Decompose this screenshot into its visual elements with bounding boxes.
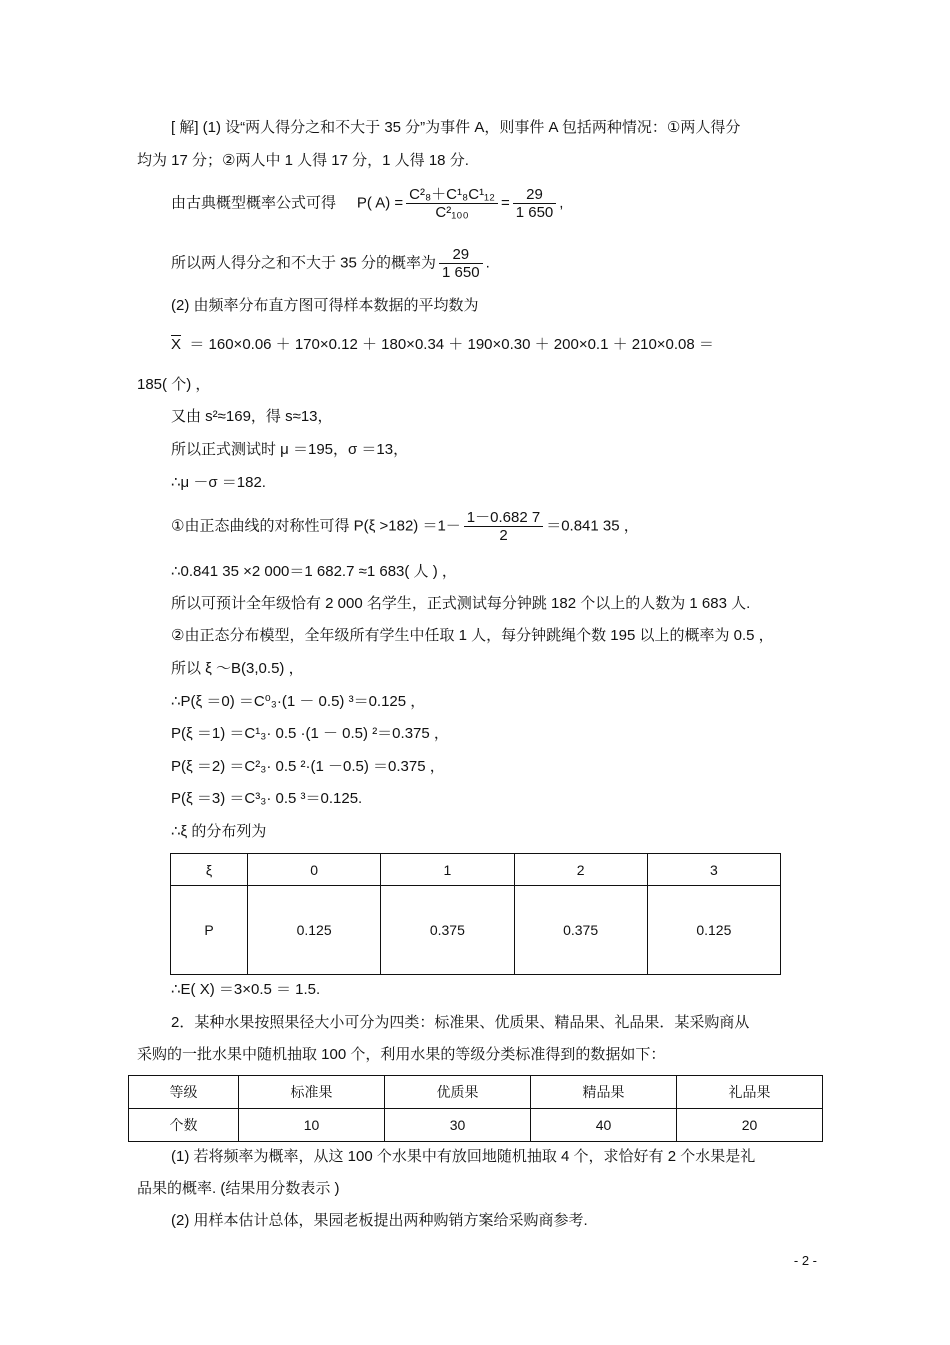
fraction-combination-den: C²₁₀₀ [435,204,469,221]
table-cell: 0.375 [514,886,647,975]
formula-pa-eq: = [500,194,510,212]
table-row [171,886,781,975]
distribution-table [170,853,781,975]
table-cell: 0.125 [248,886,381,975]
normal-symmetry-text: ①由正态曲线的对称性可得 P(ξ >182) ＝1－ [171,517,461,535]
table-row [171,854,781,886]
table-cell: 30 [385,1109,531,1142]
table-cell: 0 [248,854,381,886]
page-number: - 2 - [793,1253,817,1268]
table-cell: 0.125 [647,886,780,975]
fraction-probability-den: 1 650 [442,264,480,281]
table-cell: 优质果 [385,1076,531,1109]
table-cell: 标准果 [239,1076,385,1109]
table-row [129,1109,823,1142]
solution-line-16: ∴P(ξ ＝0) ＝C⁰₃·(1 － 0.5) ³＝0.125 ， [171,693,426,710]
fraction-result-num: 29 [513,186,557,204]
table-cell: 10 [239,1109,385,1142]
problem-2-part-2: (2) 用样本估计总体，果园老板提出两种购销方案给采购商参考. [171,1212,588,1229]
problem-2-line-1: 2．某种水果按照果径大小可分为四类：标准果、优质果、精品果、礼品果．某采购商从 [171,1014,750,1031]
probability-result-end: . [485,254,490,272]
problem-2-part-1-cont: 品果的概率. (结果用分数表示 ) [137,1180,340,1197]
fraction-normal-num: 1－0.682 7 [464,509,543,527]
solution-line-19: P(ξ ＝3) ＝C³₃· 0.5 ³＝0.125. [171,790,363,807]
solution-line-10: ∴μ －σ ＝182. [171,474,266,491]
solution-line-18: P(ξ ＝2) ＝C²₃· 0.5 ²·(1 －0.5) ＝0.375 ， [171,758,445,775]
formula-pa [171,186,563,221]
table-cell: 1 [381,854,514,886]
fraction-probability-num: 29 [439,246,483,264]
fraction-combination-num: C²₈＋C¹₈C¹₁₂ [406,186,498,204]
solution-line-13: 所以可预计全年级恰有 2 000 名学生，正式测试每分钟跳 182 个以上的人数为 1 683 人. [171,595,751,612]
table-cell: ξ [171,854,248,886]
solution-line-17: P(ξ ＝1) ＝C¹₃· 0.5 ·(1 － 0.5) ²＝0.375 ， [171,725,449,742]
problem-2-part-1: (1) 若将频率为概率，从这 100 个水果中有放回地随机抽取 4 个，求恰好有 2 个水果是礼 [171,1148,756,1165]
probability-result [171,246,490,281]
mean-symbol: $\overline{X}$ [171,336,182,353]
table-cell: 40 [531,1109,677,1142]
table-cell: 个数 [129,1109,239,1142]
solution-line-15: 所以 ξ ～B(3,0.5) ， [171,660,304,677]
solution-line-8: 又由 s²≈169，得 s≈13， [171,408,333,425]
fraction-probability [439,246,483,281]
table-cell: 20 [677,1109,823,1142]
solution-line-9: 所以正式测试时 μ ＝195，σ ＝13， [171,441,409,458]
table-row [129,1076,823,1109]
fraction-result-den: 1 650 [515,204,554,221]
table-cell: 精品果 [531,1076,677,1109]
normal-symmetry-end: ＝0.841 35 ， [546,517,639,535]
solution-line-5: (2) 由频率分布直方图可得样本数据的平均数为 [171,297,479,314]
table-cell: 礼品果 [677,1076,823,1109]
solution-line-20: ∴ξ 的分布列为 [171,823,267,840]
solution-line-7: 185( 个) ， [137,376,211,393]
formula-pa-lhs: P( A) = [356,194,404,212]
solution-line-2: 均为 17 分；②两人中 1 人得 17 分，1 人得 18 分. [137,152,469,169]
solution-line-14: ②由正态分布模型，全年级所有学生中任取 1 人，每分钟跳绳个数 195 以上的概率为 0.5 ， [171,627,774,644]
table-cell: 0.375 [381,886,514,975]
solution-line-21: ∴E( X) ＝3×0.5 ＝ 1.5. [171,981,321,998]
table-cell: 等级 [129,1076,239,1109]
probability-result-text: 所以两人得分之和不大于 35 分的概率为 [171,254,437,272]
fraction-combination [406,186,498,221]
table-cell: 2 [514,854,647,886]
fraction-result [513,186,557,221]
mean-formula [171,336,714,354]
formula-pa-end: , [559,194,564,212]
solution-line-1: [ 解] (1) 设“两人得分之和不大于 35 分”为事件 A，则事件 A 包括两种情况：①两人得分 [171,119,741,136]
solution-line-12: ∴0.841 35 ×2 000＝1 682.7 ≈1 683( 人 ) ， [171,563,457,580]
fraction-normal [464,509,543,544]
table-cell: P [171,886,248,975]
fruit-table [128,1075,823,1142]
normal-symmetry [171,509,639,544]
fraction-normal-den: 2 [499,527,508,544]
formula-pa-text: 由古典概型概率公式可得 [171,194,337,212]
table-cell: 3 [647,854,780,886]
mean-expression: ＝ 160×0.06 ＋ 170×0.12 ＋ 180×0.34 ＋ 190×0.30 ＋ 200×0.1 ＋ 210×0.08 ＝ [189,336,714,353]
problem-2-line-2: 采购的一批水果中随机抽取 100 个，利用水果的等级分类标准得到的数据如下： [137,1046,666,1063]
